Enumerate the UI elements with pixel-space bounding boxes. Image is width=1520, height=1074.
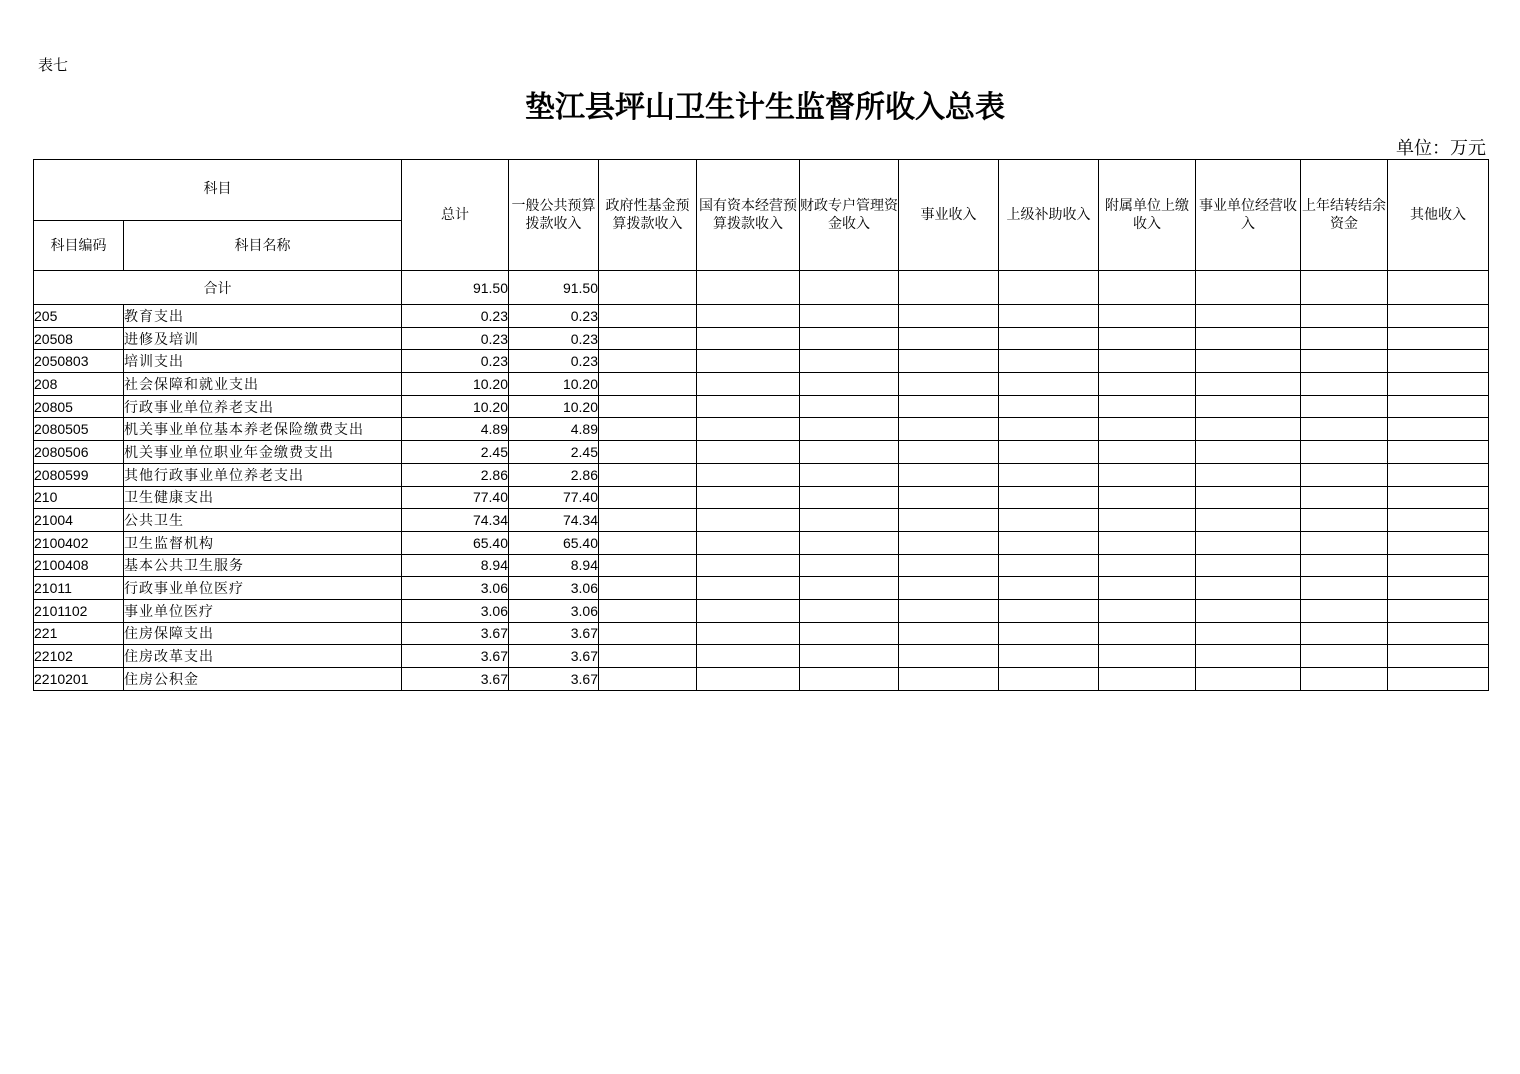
empty-cell <box>1196 531 1301 554</box>
empty-cell <box>1301 463 1388 486</box>
row-name: 基本公共卫生服务 <box>124 554 402 577</box>
empty-cell <box>1196 509 1301 532</box>
empty-cell <box>1301 327 1388 350</box>
row-total: 74.34 <box>402 509 509 532</box>
header-subject-code: 科目编码 <box>34 221 124 271</box>
empty-cell <box>1388 373 1489 396</box>
row-code: 221 <box>34 622 124 645</box>
empty-cell <box>1301 645 1388 668</box>
empty-cell <box>1301 554 1388 577</box>
table-row <box>34 554 1489 577</box>
table-row <box>34 486 1489 509</box>
empty-cell <box>1388 441 1489 464</box>
header-general-budget: 一般公共预算拨款收入 <box>509 160 599 271</box>
empty-cell <box>999 554 1099 577</box>
empty-cell <box>1196 645 1301 668</box>
header-operating-income: 事业单位经营收入 <box>1196 160 1301 271</box>
table-row <box>34 395 1489 418</box>
empty-cell <box>999 350 1099 373</box>
table-row <box>34 622 1489 645</box>
row-total: 0.23 <box>402 350 509 373</box>
empty-cell <box>999 441 1099 464</box>
row-total: 8.94 <box>402 554 509 577</box>
row-total: 3.67 <box>402 622 509 645</box>
empty-cell <box>1388 645 1489 668</box>
row-total: 2.45 <box>402 441 509 464</box>
empty-cell <box>800 350 899 373</box>
row-code: 21011 <box>34 577 124 600</box>
empty-cell <box>1196 305 1301 328</box>
row-total: 3.67 <box>402 668 509 691</box>
empty-cell <box>899 531 999 554</box>
empty-cell <box>1099 622 1196 645</box>
row-general-budget: 3.06 <box>509 577 599 600</box>
empty-cell <box>1388 327 1489 350</box>
row-name: 行政事业单位养老支出 <box>124 395 402 418</box>
empty-cell <box>1196 577 1301 600</box>
empty-cell <box>800 373 899 396</box>
empty-cell <box>800 395 899 418</box>
empty-cell <box>697 418 800 441</box>
empty-cell <box>697 577 800 600</box>
total-label: 合计 <box>34 271 402 305</box>
page-title: 垫江县坪山卫生计生监督所收入总表 <box>525 90 1005 125</box>
empty-cell <box>899 271 999 305</box>
empty-cell <box>599 622 697 645</box>
total-general-budget: 91.50 <box>509 271 599 305</box>
empty-cell <box>800 305 899 328</box>
row-general-budget: 74.34 <box>509 509 599 532</box>
empty-cell <box>800 327 899 350</box>
row-total: 2.86 <box>402 463 509 486</box>
empty-cell <box>999 418 1099 441</box>
row-total: 3.06 <box>402 577 509 600</box>
empty-cell <box>800 554 899 577</box>
empty-cell <box>697 668 800 691</box>
empty-cell <box>999 327 1099 350</box>
row-name: 公共卫生 <box>124 509 402 532</box>
row-total: 0.23 <box>402 305 509 328</box>
row-name: 机关事业单位基本养老保险缴费支出 <box>124 418 402 441</box>
empty-cell <box>1196 463 1301 486</box>
row-code: 208 <box>34 373 124 396</box>
total-row <box>34 271 1489 305</box>
empty-cell <box>1388 554 1489 577</box>
empty-cell <box>1196 554 1301 577</box>
empty-cell <box>599 327 697 350</box>
header-fiscal-account: 财政专户管理资金收入 <box>800 160 899 271</box>
empty-cell <box>899 305 999 328</box>
empty-cell <box>1099 327 1196 350</box>
empty-cell <box>1388 531 1489 554</box>
row-code: 21004 <box>34 509 124 532</box>
empty-cell <box>697 599 800 622</box>
row-general-budget: 4.89 <box>509 418 599 441</box>
empty-cell <box>1099 441 1196 464</box>
header-government-fund: 政府性基金预算拨款收入 <box>599 160 697 271</box>
row-name: 住房公积金 <box>124 668 402 691</box>
empty-cell <box>599 531 697 554</box>
empty-cell <box>800 486 899 509</box>
row-name: 行政事业单位医疗 <box>124 577 402 600</box>
empty-cell <box>999 599 1099 622</box>
empty-cell <box>599 645 697 668</box>
row-code: 22102 <box>34 645 124 668</box>
empty-cell <box>899 373 999 396</box>
row-code: 210 <box>34 486 124 509</box>
empty-cell <box>1301 622 1388 645</box>
empty-cell <box>1196 622 1301 645</box>
empty-cell <box>1099 271 1196 305</box>
empty-cell <box>999 271 1099 305</box>
empty-cell <box>999 373 1099 396</box>
row-general-budget: 3.67 <box>509 668 599 691</box>
empty-cell <box>599 395 697 418</box>
table-row <box>34 327 1489 350</box>
row-total: 65.40 <box>402 531 509 554</box>
row-code: 2050803 <box>34 350 124 373</box>
empty-cell <box>1196 271 1301 305</box>
header-total: 总计 <box>402 160 509 271</box>
empty-cell <box>1099 463 1196 486</box>
header-affiliated-unit: 附属单位上缴收入 <box>1099 160 1196 271</box>
empty-cell <box>800 441 899 464</box>
empty-cell <box>1388 486 1489 509</box>
row-name: 卫生健康支出 <box>124 486 402 509</box>
empty-cell <box>999 463 1099 486</box>
empty-cell <box>1301 486 1388 509</box>
empty-cell <box>1196 599 1301 622</box>
empty-cell <box>1388 599 1489 622</box>
empty-cell <box>1099 599 1196 622</box>
row-code: 2080599 <box>34 463 124 486</box>
empty-cell <box>1388 622 1489 645</box>
empty-cell <box>1196 668 1301 691</box>
empty-cell <box>1196 486 1301 509</box>
row-general-budget: 65.40 <box>509 531 599 554</box>
empty-cell <box>1099 350 1196 373</box>
empty-cell <box>1099 305 1196 328</box>
empty-cell <box>1301 271 1388 305</box>
total-total: 91.50 <box>402 271 509 305</box>
table-row <box>34 463 1489 486</box>
row-name: 其他行政事业单位养老支出 <box>124 463 402 486</box>
empty-cell <box>599 271 697 305</box>
row-code: 2080505 <box>34 418 124 441</box>
row-general-budget: 8.94 <box>509 554 599 577</box>
row-total: 10.20 <box>402 395 509 418</box>
table-row <box>34 418 1489 441</box>
empty-cell <box>697 373 800 396</box>
empty-cell <box>1099 509 1196 532</box>
row-name: 教育支出 <box>124 305 402 328</box>
table-row <box>34 645 1489 668</box>
row-code: 2100408 <box>34 554 124 577</box>
empty-cell <box>800 645 899 668</box>
empty-cell <box>1388 395 1489 418</box>
empty-cell <box>999 622 1099 645</box>
row-general-budget: 0.23 <box>509 350 599 373</box>
empty-cell <box>1388 305 1489 328</box>
empty-cell <box>697 622 800 645</box>
empty-cell <box>800 463 899 486</box>
empty-cell <box>899 622 999 645</box>
row-general-budget: 77.40 <box>509 486 599 509</box>
row-code: 20805 <box>34 395 124 418</box>
empty-cell <box>800 271 899 305</box>
empty-cell <box>1099 577 1196 600</box>
table-row <box>34 441 1489 464</box>
row-name: 事业单位医疗 <box>124 599 402 622</box>
empty-cell <box>599 599 697 622</box>
income-summary-table <box>33 159 1489 691</box>
table-row <box>34 531 1489 554</box>
empty-cell <box>697 486 800 509</box>
empty-cell <box>697 645 800 668</box>
row-code: 2080506 <box>34 441 124 464</box>
table-row <box>34 668 1489 691</box>
empty-cell <box>697 271 800 305</box>
empty-cell <box>599 509 697 532</box>
empty-cell <box>800 509 899 532</box>
empty-cell <box>1099 531 1196 554</box>
empty-cell <box>1388 577 1489 600</box>
empty-cell <box>599 373 697 396</box>
table-row <box>34 577 1489 600</box>
empty-cell <box>899 350 999 373</box>
row-general-budget: 10.20 <box>509 395 599 418</box>
empty-cell <box>1301 599 1388 622</box>
row-name: 培训支出 <box>124 350 402 373</box>
empty-cell <box>1099 486 1196 509</box>
row-total: 4.89 <box>402 418 509 441</box>
row-general-budget: 2.86 <box>509 463 599 486</box>
row-code: 205 <box>34 305 124 328</box>
empty-cell <box>697 463 800 486</box>
header-other-income: 其他收入 <box>1388 160 1489 271</box>
row-code: 2210201 <box>34 668 124 691</box>
row-name: 机关事业单位职业年金缴费支出 <box>124 441 402 464</box>
row-name: 进修及培训 <box>124 327 402 350</box>
empty-cell <box>899 395 999 418</box>
header-carryover: 上年结转结余资金 <box>1301 160 1388 271</box>
empty-cell <box>1301 441 1388 464</box>
empty-cell <box>697 350 800 373</box>
empty-cell <box>899 599 999 622</box>
empty-cell <box>1301 350 1388 373</box>
unit-label: 单位：万元 <box>1396 138 1486 159</box>
empty-cell <box>899 463 999 486</box>
empty-cell <box>800 531 899 554</box>
empty-cell <box>697 531 800 554</box>
empty-cell <box>899 486 999 509</box>
empty-cell <box>599 554 697 577</box>
empty-cell <box>999 395 1099 418</box>
empty-cell <box>1099 554 1196 577</box>
header-business-income: 事业收入 <box>899 160 999 271</box>
empty-cell <box>1099 373 1196 396</box>
empty-cell <box>1301 395 1388 418</box>
empty-cell <box>899 441 999 464</box>
empty-cell <box>800 668 899 691</box>
empty-cell <box>899 645 999 668</box>
empty-cell <box>1301 418 1388 441</box>
row-code: 2101102 <box>34 599 124 622</box>
row-name: 住房改革支出 <box>124 645 402 668</box>
table-row <box>34 509 1489 532</box>
row-name: 住房保障支出 <box>124 622 402 645</box>
empty-cell <box>1196 327 1301 350</box>
empty-cell <box>899 668 999 691</box>
empty-cell <box>697 554 800 577</box>
empty-cell <box>1196 395 1301 418</box>
row-total: 0.23 <box>402 327 509 350</box>
empty-cell <box>1099 668 1196 691</box>
row-general-budget: 3.67 <box>509 645 599 668</box>
empty-cell <box>1196 441 1301 464</box>
empty-cell <box>1301 577 1388 600</box>
table-label: 表七 <box>38 56 69 74</box>
empty-cell <box>697 327 800 350</box>
empty-cell <box>599 577 697 600</box>
empty-cell <box>1301 373 1388 396</box>
empty-cell <box>1388 418 1489 441</box>
empty-cell <box>999 531 1099 554</box>
empty-cell <box>899 509 999 532</box>
row-general-budget: 3.67 <box>509 622 599 645</box>
row-total: 3.06 <box>402 599 509 622</box>
empty-cell <box>1388 509 1489 532</box>
empty-cell <box>899 577 999 600</box>
empty-cell <box>800 418 899 441</box>
empty-cell <box>599 463 697 486</box>
row-total: 3.67 <box>402 645 509 668</box>
empty-cell <box>1388 668 1489 691</box>
row-total: 77.40 <box>402 486 509 509</box>
header-state-capital: 国有资本经营预算拨款收入 <box>697 160 800 271</box>
row-code: 20508 <box>34 327 124 350</box>
table-row <box>34 599 1489 622</box>
empty-cell <box>800 622 899 645</box>
empty-cell <box>1196 418 1301 441</box>
row-general-budget: 3.06 <box>509 599 599 622</box>
empty-cell <box>999 668 1099 691</box>
empty-cell <box>1388 271 1489 305</box>
empty-cell <box>899 327 999 350</box>
empty-cell <box>697 441 800 464</box>
empty-cell <box>1196 350 1301 373</box>
empty-cell <box>697 395 800 418</box>
empty-cell <box>899 554 999 577</box>
empty-cell <box>1301 509 1388 532</box>
empty-cell <box>599 305 697 328</box>
header-subject: 科目 <box>34 160 402 221</box>
empty-cell <box>1388 350 1489 373</box>
empty-cell <box>1388 463 1489 486</box>
empty-cell <box>599 441 697 464</box>
table-row <box>34 373 1489 396</box>
row-total: 10.20 <box>402 373 509 396</box>
empty-cell <box>1301 668 1388 691</box>
row-general-budget: 0.23 <box>509 327 599 350</box>
empty-cell <box>599 418 697 441</box>
empty-cell <box>999 305 1099 328</box>
table-row <box>34 305 1489 328</box>
empty-cell <box>999 486 1099 509</box>
empty-cell <box>999 509 1099 532</box>
row-general-budget: 10.20 <box>509 373 599 396</box>
header-subject-name: 科目名称 <box>124 221 402 271</box>
empty-cell <box>999 577 1099 600</box>
empty-cell <box>599 668 697 691</box>
row-name: 卫生监督机构 <box>124 531 402 554</box>
row-general-budget: 0.23 <box>509 305 599 328</box>
empty-cell <box>800 577 899 600</box>
empty-cell <box>697 305 800 328</box>
empty-cell <box>697 509 800 532</box>
row-name: 社会保障和就业支出 <box>124 373 402 396</box>
header-superior-subsidy: 上级补助收入 <box>999 160 1099 271</box>
empty-cell <box>899 418 999 441</box>
empty-cell <box>1301 531 1388 554</box>
row-general-budget: 2.45 <box>509 441 599 464</box>
empty-cell <box>1099 418 1196 441</box>
empty-cell <box>1099 395 1196 418</box>
empty-cell <box>800 599 899 622</box>
table-row <box>34 350 1489 373</box>
empty-cell <box>599 350 697 373</box>
empty-cell <box>1301 305 1388 328</box>
empty-cell <box>599 486 697 509</box>
row-code: 2100402 <box>34 531 124 554</box>
empty-cell <box>1099 645 1196 668</box>
empty-cell <box>1196 373 1301 396</box>
empty-cell <box>999 645 1099 668</box>
